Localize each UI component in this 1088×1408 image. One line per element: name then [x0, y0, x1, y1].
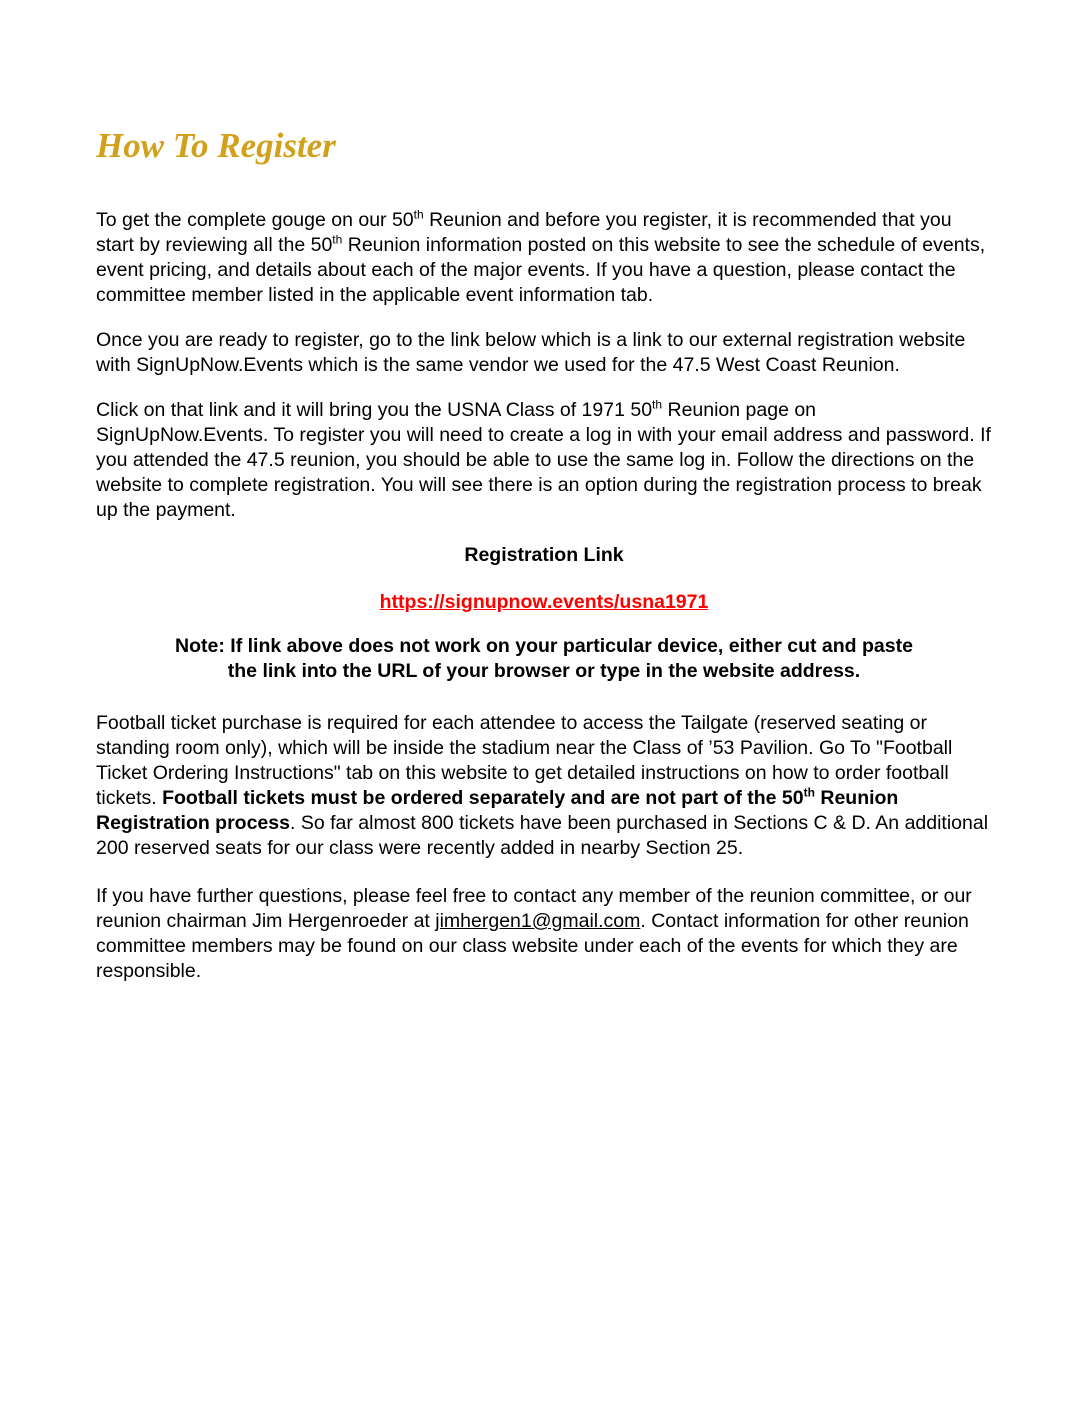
contact-paragraph: If you have further questions, please feel free to contact any member of the reunion committee, or our reunion chairman Jim Hergenroeder at jimhergen1@gmail.com. Contact information for other reunion committee members may be found on our class website under each of the events for which they are responsible.: [96, 885, 972, 982]
football-tickets-paragraph: Football ticket purchase is required for each attendee to access the Tailgate (reserved seating or standing room only), which will be inside the stadium near the Class of ’53 Pavilion. Go To "Football Ticket Ordering Instructions" tab on this website to get detailed instructions on how to order football tickets. Football tickets must be ordered separately and are not part of the 50th Reunion Registration process. So far almost 800 tickets have been purchased in Sections C & D. An additional 200 reserved seats for our class were recently added in nearby Section 25.: [96, 712, 989, 859]
registration-link[interactable]: https://signupnow.events/usna1971: [379, 591, 709, 613]
registration-vendor-paragraph: Once you are ready to register, go to the link below which is a link to our external registration website with SignUpNow.Events which is the same vendor we used for the 47.5 West Coast Reunion.: [96, 329, 966, 376]
registration-link-heading: Registration Link: [464, 544, 624, 566]
login-instructions-paragraph: Click on that link and it will bring you the USNA Class of 1971 50th Reunion page on SignUpNow.Events. To register you will need to create a log in with your email address and password. If you attended the 47.5 reunion, you should be able to use the same log in. Follow the directions on the website to complete registration. You will see there is an option during the registration process to break up the payment.: [96, 397, 991, 521]
email-link[interactable]: jimhergen1@gmail.com: [435, 910, 641, 932]
intro-paragraph: To get the complete gouge on our 50th Reunion and before you register, it is recommended that you start by reviewing all the 50th Reunion information posted on this website to see the schedule of events, event pricing, and details about each of the major events. If you have a question, please contact the committee member listed in the applicable event information tab.: [96, 207, 986, 306]
page-title: How To Register: [96, 126, 336, 165]
link-note: Note: If link above does not work on your particular device, either cut and paste the link into the URL of your browser or type in the website address.: [175, 635, 913, 682]
